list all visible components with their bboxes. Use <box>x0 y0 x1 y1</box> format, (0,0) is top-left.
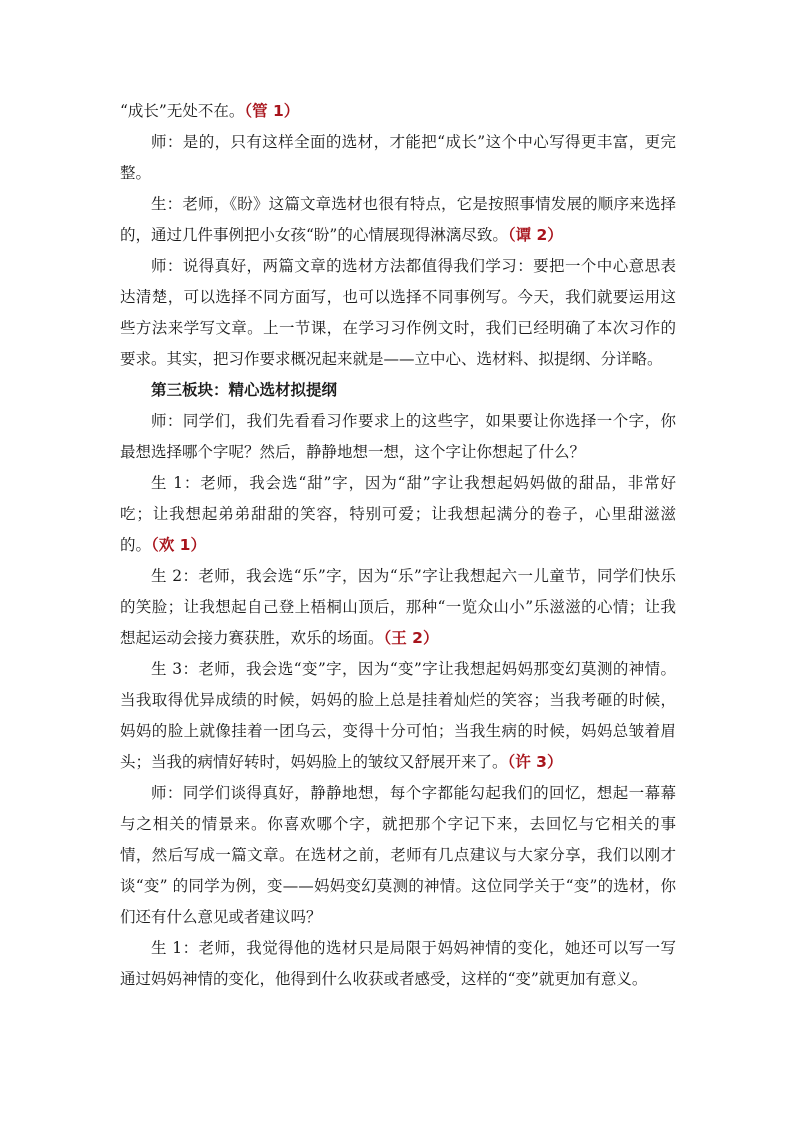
speaker-tag: （许 3） <box>507 753 563 771</box>
speaker-tag: （管 1） <box>244 102 300 120</box>
speaker-tag: （王 2） <box>383 629 439 647</box>
paragraph-3: 生：老师，《盼》这篇文章选材也很有特点，它是按照事情发展的顺序来选择的，通过几件事例把小女孩“盼”的心情展现得淋漓尽致。（谭 2） <box>120 195 676 244</box>
speaker-tag: （谭 2） <box>507 226 563 244</box>
paragraph-1: “成长”无处不在。（管 1） <box>120 102 300 120</box>
paragraph-7: 生 1：老师，我会选“甜”字，因为“甜”字让我想起妈妈做的甜品，非常好吃；让我想起弟弟甜甜的笑容，特别可爱；让我想起满分的卷子，心里甜滋滋的。（欢 1） <box>120 474 676 554</box>
paragraph-10: 师：同学们谈得真好，静静地想，每个字都能勾起我们的回忆，想起一幕幕与之相关的情景来。你喜欢哪个字，就把那个字记下来，去回忆与它相关的事情，然后写成一篇文章。在选材之前，老师有几点建议与大家分享，我们以刚才谈“变” 的同学为例，变——妈妈变幻莫测的神情。这位同学关于“变”的选材，你们还有什么意见或者建议吗？ <box>120 784 676 926</box>
document-body <box>120 96 676 995</box>
paragraph-4: 师：说得真好，两篇文章的选材方法都值得我们学习：要把一个中心意思表达清楚，可以选择不同方面写，也可以选择不同事例写。今天，我们就要运用这些方法来学写文章。上一节课，在学习习作例文时，我们已经明确了本次习作的要求。其实，把习作要求概况起来就是——立中心、选材料、拟提纲、分详略。 <box>120 257 676 368</box>
paragraph-8: 生 2：老师，我会选“乐”字，因为“乐”字让我想起六一儿童节，同学们快乐的笑脸；让我想起自己登上梧桐山顶后，那种“一览众山小”乐滋滋的心情；让我想起运动会接力赛获胜，欢乐的场面。（王 2） <box>120 567 676 647</box>
paragraph-2: 师：是的，只有这样全面的选材，才能把“成长”这个中心写得更丰富，更完整。 <box>120 133 676 182</box>
paragraph-6: 师：同学们，我们先看看习作要求上的这些字，如果要让你选择一个字，你最想选择哪个字呢？然后，静静地想一想，这个字让你想起了什么？ <box>120 412 676 461</box>
section-heading: 第三板块：精心选材拟提纲 <box>151 381 338 399</box>
paragraph-11: 生 1：老师，我觉得他的选材只是局限于妈妈神情的变化，她还可以写一写通过妈妈神情的变化，他得到什么收获或者感受，这样的“变”就更加有意义。 <box>120 939 676 988</box>
speaker-tag: （欢 1） <box>151 536 206 554</box>
paragraph-9: 生 3：老师，我会选“变”字，因为“变”字让我想起妈妈那变幻莫测的神情。当我取得优异成绩的时候，妈妈的脸上总是挂着灿烂的笑容；当我考砸的时候，妈妈的脸上就像挂着一团乌云，变得十分可怕；当我生病的时候，妈妈总皱着眉头；当我的病情好转时，妈妈脸上的皱纹又舒展开来了。（许 3） <box>120 660 676 771</box>
